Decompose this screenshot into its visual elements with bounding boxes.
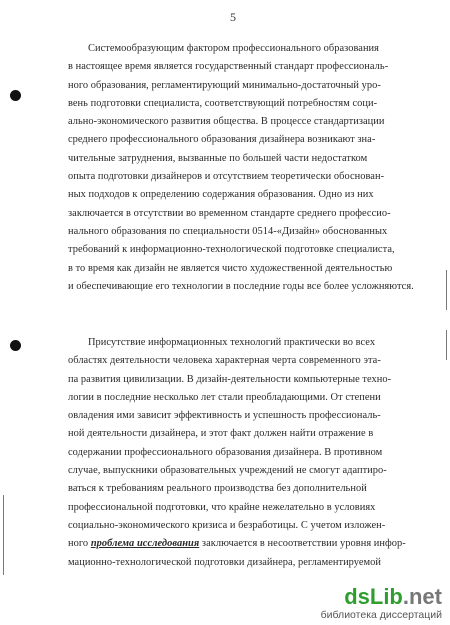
punch-hole-top <box>10 90 21 101</box>
text-line: содержании профессионального образования дизайнера. В противном <box>68 446 383 458</box>
paragraph-2 <box>68 334 430 572</box>
research-problem-emphasis: проблема исследования <box>90 538 200 550</box>
text-line: ных подходов к определению содержания образования. Одно из них <box>68 189 374 201</box>
text-line: Присутствие информационных технологий практически во всех <box>88 337 376 348</box>
text-line: нального образования по специальности 0514-«Дизайн» обоснованных <box>68 225 388 237</box>
text-line: ально-экономического развития общества. В процессе стандартизации <box>68 116 385 128</box>
text-line: Системообразующим фактором профессионального образования <box>88 43 379 54</box>
text-line: ваться к требованиям реального производства без дополнительной <box>68 483 367 495</box>
text-line: в настоящее время является государственный стандарт профессиональ- <box>68 61 389 73</box>
text-run: заключается в несоответствии уровня инфор- <box>199 538 406 550</box>
text-line: па развития цивилизации. В дизайн-деятельности компьютерные техно- <box>68 373 392 385</box>
text-run: ного <box>68 538 91 550</box>
paragraph-1 <box>68 40 430 296</box>
text-line: заключается в отсутствии во временном стандарте среднего профессио- <box>68 207 391 219</box>
watermark-logo-part: dsLib <box>344 584 403 609</box>
text-line: случае, выпускники образовательных учреждений не смогут адаптиро- <box>68 465 387 477</box>
page-number: 5 <box>230 10 236 24</box>
text-line: областях деятельности человека характерная черта современного эта- <box>68 355 381 367</box>
watermark-logo <box>321 586 442 608</box>
scan-edge-mark <box>446 330 447 360</box>
text-line: логии в последние несколько лет стали преобладающими. От степени <box>68 391 381 403</box>
text-line: и обеспечивающие его технологии в последние годы все более усложняются. <box>68 280 414 292</box>
text-line: ного образования, регламентирующий минимально-достаточный уро- <box>68 79 381 91</box>
text-line: овладения ими зависит эффективность и успешность профессиональ- <box>68 410 381 422</box>
scan-edge-mark <box>446 270 447 310</box>
text-line: среднего профессионального образования дизайнера возникают зна- <box>68 134 376 146</box>
scan-edge-mark <box>3 495 4 575</box>
text-line: вень подготовки специалиста, соответствующий потребностям соци- <box>68 97 378 109</box>
watermark-caption: библиотека диссертаций <box>320 609 442 621</box>
text-line: профессиональной подготовки, что крайне нежелательно в условиях <box>68 501 376 513</box>
text-line: в то время как дизайн не является чисто художественной деятельностью <box>68 262 393 274</box>
text-line-with-emphasis <box>68 535 430 553</box>
text-line: социально-экономического кризиса и безработицы. С учетом изложен- <box>68 519 386 531</box>
watermark-logo-part: .net <box>402 584 442 609</box>
text-line: мационно-технологической подготовки дизайнера, регламентируемой <box>68 556 382 568</box>
punch-hole-middle <box>10 340 21 351</box>
watermark <box>321 586 442 621</box>
text-line: опыта подготовки дизайнеров и отсутствием теоретически обоснован- <box>68 171 385 183</box>
text-line: требований к информационно-технологической подготовке специалиста, <box>68 244 395 256</box>
text-line: ной деятельности дизайнера, и этот факт должен найти отражение в <box>68 428 374 440</box>
text-line: чительные затруднения, вызванные по большей части недостатком <box>68 152 368 164</box>
